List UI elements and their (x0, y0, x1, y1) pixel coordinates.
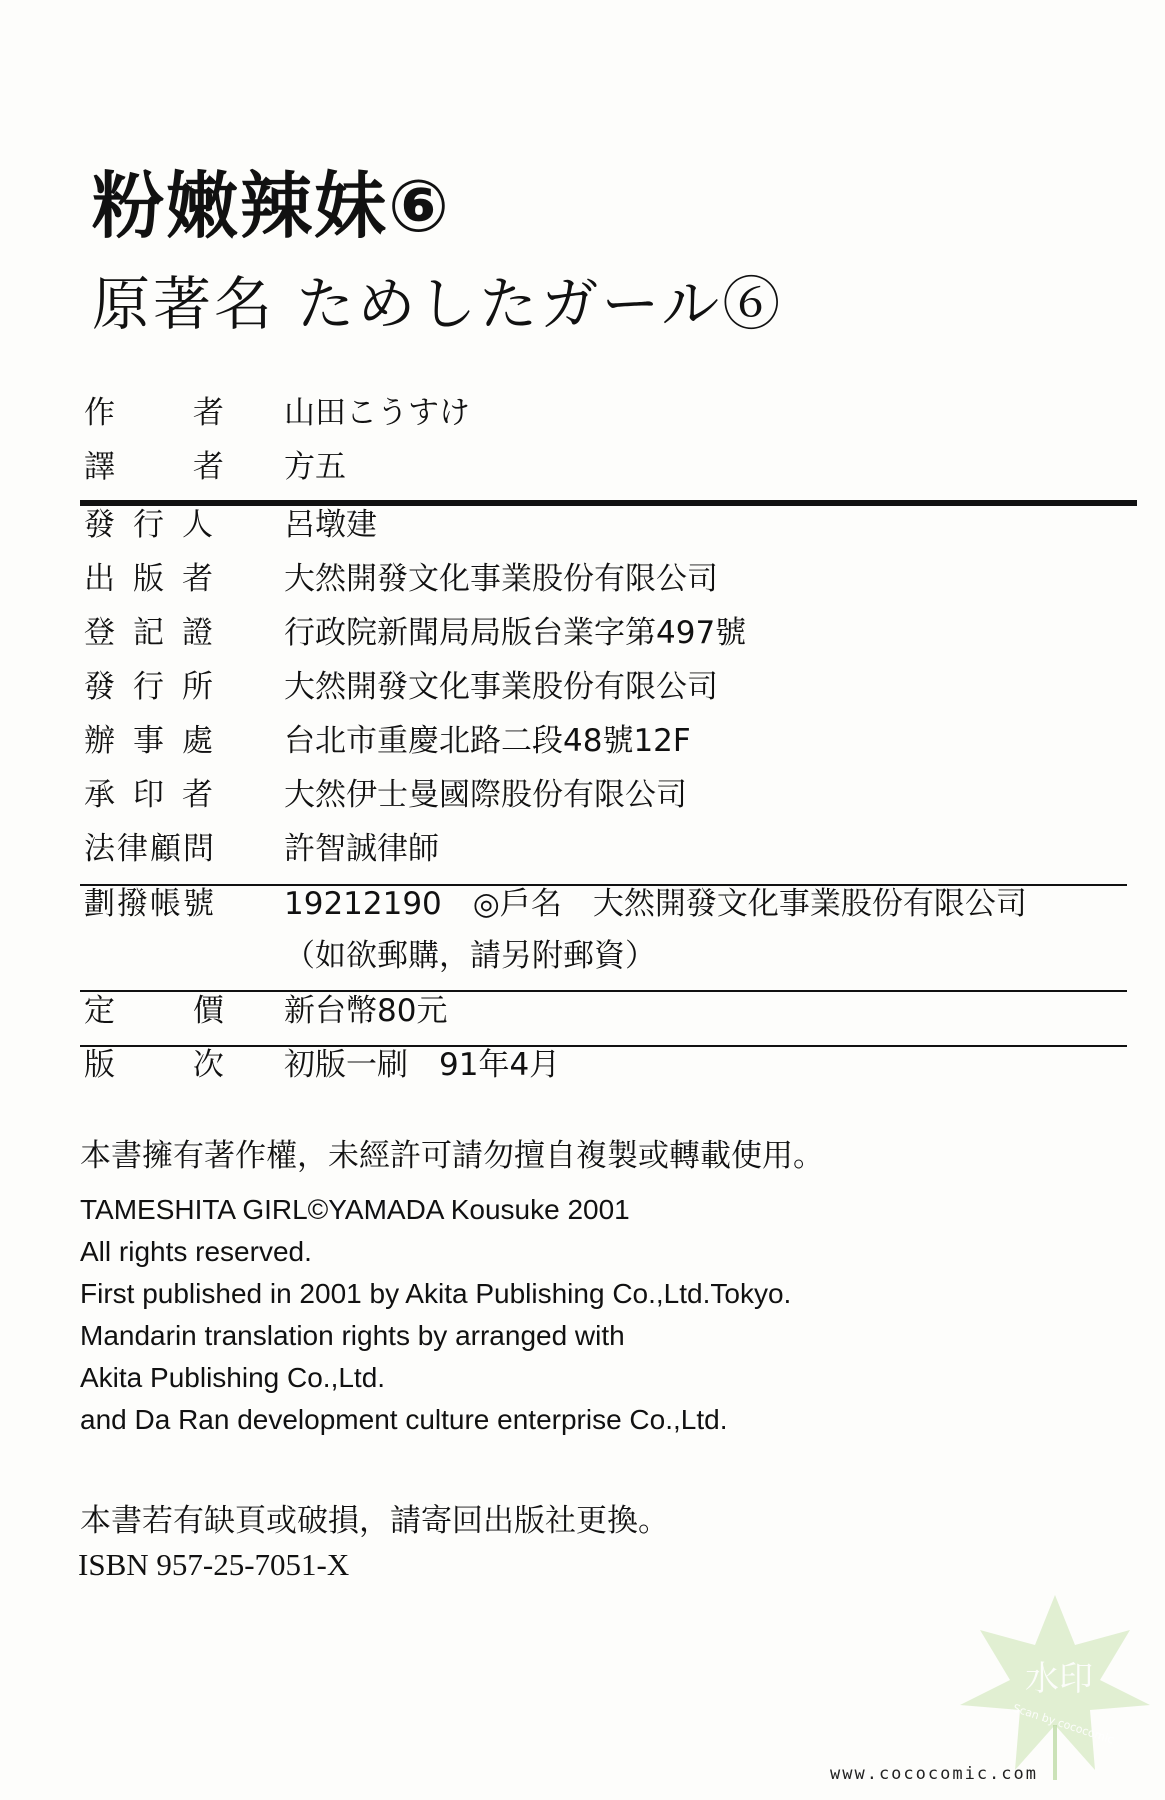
english-line: TAMESHITA GIRL©YAMADA Kousuke 2001 (80, 1194, 630, 1225)
credit-label: 發行人 (84, 507, 231, 543)
credit-label: 定 價 (84, 993, 258, 1029)
credit-row-office (84, 723, 691, 760)
credit-label: 作 者 (84, 395, 258, 431)
credit-value: 方五 (284, 449, 346, 485)
website-footer: www.cococomic.com (830, 1764, 1038, 1784)
english-line: First published in 2001 by Akita Publishing Co.,Ltd.Tokyo. (80, 1278, 792, 1309)
watermark-scan-text: Scan by cococomic (1011, 1701, 1116, 1747)
credit-label: 譯 者 (84, 449, 258, 485)
credit-value: 大然伊士曼國際股份有限公司 (284, 777, 687, 813)
credit-row-price (84, 993, 448, 1030)
credit-label: 版 次 (84, 1047, 258, 1083)
divider (80, 990, 1127, 992)
credit-label: 劃撥帳號 (84, 886, 216, 922)
original-title: 原著名 ためしたガール⑥ (92, 270, 784, 338)
copyright-notice: 本書擁有著作權，未經許可請勿擅自複製或轉載使用。 (80, 1138, 824, 1174)
credit-row-translator (84, 449, 346, 486)
credit-label: 辦事處 (84, 723, 231, 759)
credit-row-distributor (84, 669, 718, 706)
thick-divider (80, 500, 1137, 506)
credit-label: 登記證 (84, 615, 231, 651)
watermark-leaf-icon (955, 1585, 1155, 1785)
credit-row-legal (84, 831, 439, 868)
book-title: 粉嫩辣妹⑥ (92, 164, 451, 248)
credit-value: 新台幣80元 (284, 993, 448, 1029)
credit-label: 出版者 (84, 561, 231, 597)
credit-value: （如欲郵購，請另附郵資） (284, 938, 656, 974)
english-line: Mandarin translation rights by arranged with (80, 1320, 625, 1351)
english-line: All rights reserved. (80, 1236, 312, 1267)
credit-value: 大然開發文化事業股份有限公司 (284, 669, 718, 705)
credit-row-publisher (84, 561, 718, 598)
credit-value: 初版一刷 91年4月 (284, 1047, 561, 1083)
credit-row-printer (84, 777, 687, 814)
isbn: ISBN 957-25-7051-X (78, 1547, 350, 1582)
english-line: Akita Publishing Co.,Ltd. (80, 1362, 386, 1393)
credit-row-issuer (84, 507, 377, 544)
credit-label: 承印者 (84, 777, 231, 813)
english-line: and Da Ran development culture enterprise Co.,Ltd. (80, 1404, 728, 1435)
credit-value: 台北市重慶北路二段48號12F (284, 723, 691, 759)
credit-row-postal-account (84, 886, 1027, 923)
credit-value: 山田こうすけ (284, 395, 470, 431)
credit-row-registration (84, 615, 747, 652)
credit-row-postal-note (84, 938, 656, 975)
credit-value: 呂墩建 (284, 507, 377, 543)
credit-row-edition (84, 1047, 561, 1084)
credit-value: 許智誠律師 (284, 831, 439, 867)
credit-value: 行政院新聞局局版台業字第497號 (284, 615, 747, 651)
watermark-text: 水印 (1025, 1659, 1093, 1699)
credit-label: 發行所 (84, 669, 231, 705)
credit-value: 19212190 ◎戶名 大然開發文化事業股份有限公司 (284, 886, 1027, 922)
credit-label: 法律顧問 (84, 831, 216, 867)
credit-value: 大然開發文化事業股份有限公司 (284, 561, 718, 597)
replacement-notice: 本書若有缺頁或破損，請寄回出版社更換。 (80, 1503, 669, 1539)
credit-row-author (84, 395, 470, 432)
